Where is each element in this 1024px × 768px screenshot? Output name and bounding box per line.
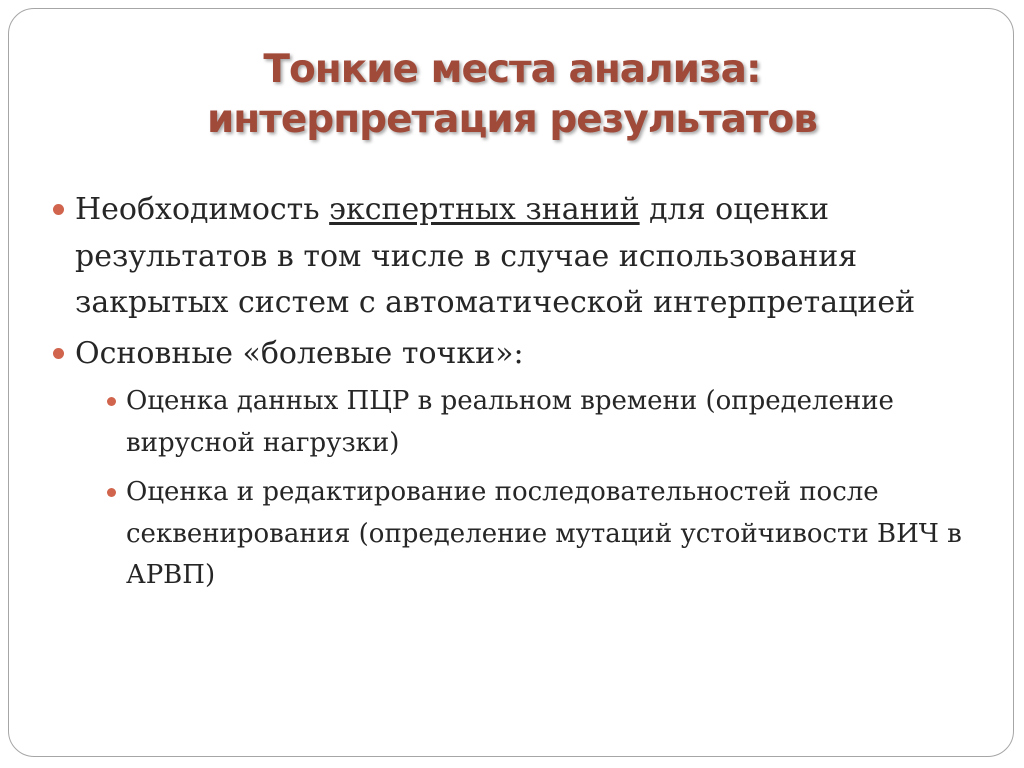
slide xyxy=(8,8,1014,757)
bullet-dot-icon xyxy=(53,348,64,359)
title-line-2: интерпретация результатов xyxy=(206,97,817,142)
sub-bullet-item-pcr xyxy=(49,381,999,464)
bullet-text: Основные «болевые точки»: xyxy=(75,335,524,371)
bullet-item-expertise xyxy=(49,187,999,327)
bullet-dot-icon xyxy=(53,204,64,215)
slide-content xyxy=(49,187,999,605)
sub-bullet-item-sequencing xyxy=(49,472,999,597)
title-line-1: Тонкие места анализа: xyxy=(263,47,761,92)
sub-bullet-dot-icon xyxy=(107,488,116,497)
slide-title xyxy=(9,45,1015,145)
sub-bullet-dot-icon xyxy=(107,397,116,406)
bullet-text-before: Необходимость xyxy=(75,192,330,227)
sub-bullet-text: Оценка данных ПЦР в реальном времени (определение вирусной нагрузки) xyxy=(126,386,894,458)
sub-bullet-text: Оценка и редактирование последовательностей после секвенирования (определение мутаций устойчивости ВИЧ в АРВП) xyxy=(126,477,962,590)
bullet-text-after: для оценки результатов в том числе в случае использования закрытых систем с автоматической интерпретацией xyxy=(75,192,916,320)
bullet-text-underlined: экспертных знаний xyxy=(329,192,640,227)
bullet-item-pain-points xyxy=(49,331,999,378)
